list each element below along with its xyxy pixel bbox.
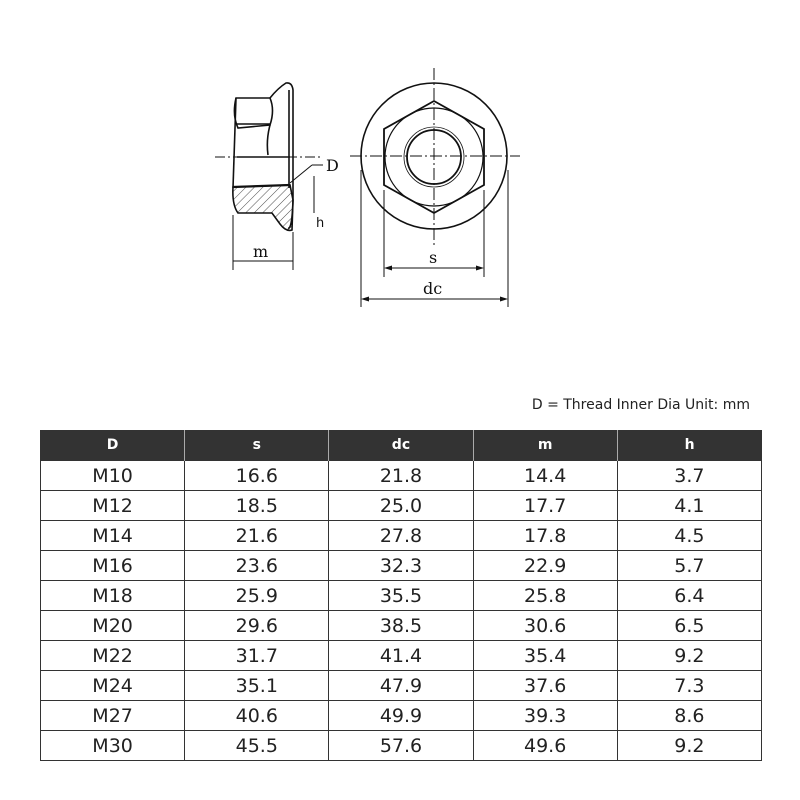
cell: 21.6 [185,521,329,551]
table-row [41,701,762,731]
header-D: D [41,430,185,461]
table-row [41,611,762,641]
cell: M10 [41,461,185,491]
cell: 17.7 [473,491,617,521]
label-dc: dc [423,279,443,298]
cell: 25.8 [473,581,617,611]
header-dc: dc [329,430,473,461]
cell: 49.6 [473,731,617,761]
cell: 16.6 [185,461,329,491]
cell: 21.8 [329,461,473,491]
label-m: m [253,242,269,261]
cell: 35.4 [473,641,617,671]
cell: 45.5 [185,731,329,761]
flange-nut-technical-drawing [0,0,800,360]
cell: 5.7 [617,551,761,581]
cell: 37.6 [473,671,617,701]
header-h: h [617,430,761,461]
cell: M20 [41,611,185,641]
table-row [41,581,762,611]
cell: 4.5 [617,521,761,551]
label-D: D [326,156,339,175]
table-row [41,731,762,761]
cell: 32.3 [329,551,473,581]
cell: 8.6 [617,701,761,731]
cell: 25.9 [185,581,329,611]
table-row [41,671,762,701]
cell: 35.5 [329,581,473,611]
cell: 6.4 [617,581,761,611]
cell: 41.4 [329,641,473,671]
cell: 25.0 [329,491,473,521]
cell: 7.3 [617,671,761,701]
cell: 40.6 [185,701,329,731]
cell: 22.9 [473,551,617,581]
cell: 27.8 [329,521,473,551]
cell: M24 [41,671,185,701]
cell: M14 [41,521,185,551]
cell: 49.9 [329,701,473,731]
header-s: s [185,430,329,461]
cell: 47.9 [329,671,473,701]
cell: M22 [41,641,185,671]
cell: 3.7 [617,461,761,491]
cell: 17.8 [473,521,617,551]
cell: 14.4 [473,461,617,491]
dimensions-table [40,430,762,761]
cell: 9.2 [617,731,761,761]
cell: 35.1 [185,671,329,701]
table-row [41,461,762,491]
cell: 6.5 [617,611,761,641]
table-row [41,551,762,581]
cell: M30 [41,731,185,761]
cell: 23.6 [185,551,329,581]
cell: 30.6 [473,611,617,641]
table-row [41,641,762,671]
cell: 29.6 [185,611,329,641]
table-row [41,491,762,521]
cell: 39.3 [473,701,617,731]
cell: 57.6 [329,731,473,761]
cell: 38.5 [329,611,473,641]
table-row [41,521,762,551]
cell: 9.2 [617,641,761,671]
label-h: h [316,216,325,231]
table-header-row [41,430,762,461]
cell: M18 [41,581,185,611]
cell: 4.1 [617,491,761,521]
header-m: m [473,430,617,461]
cell: 18.5 [185,491,329,521]
cell: M27 [41,701,185,731]
label-s: s [429,248,438,267]
unit-note: D = Thread Inner Dia Unit: mm [531,397,750,413]
cell: M16 [41,551,185,581]
cell: 31.7 [185,641,329,671]
cell: M12 [41,491,185,521]
